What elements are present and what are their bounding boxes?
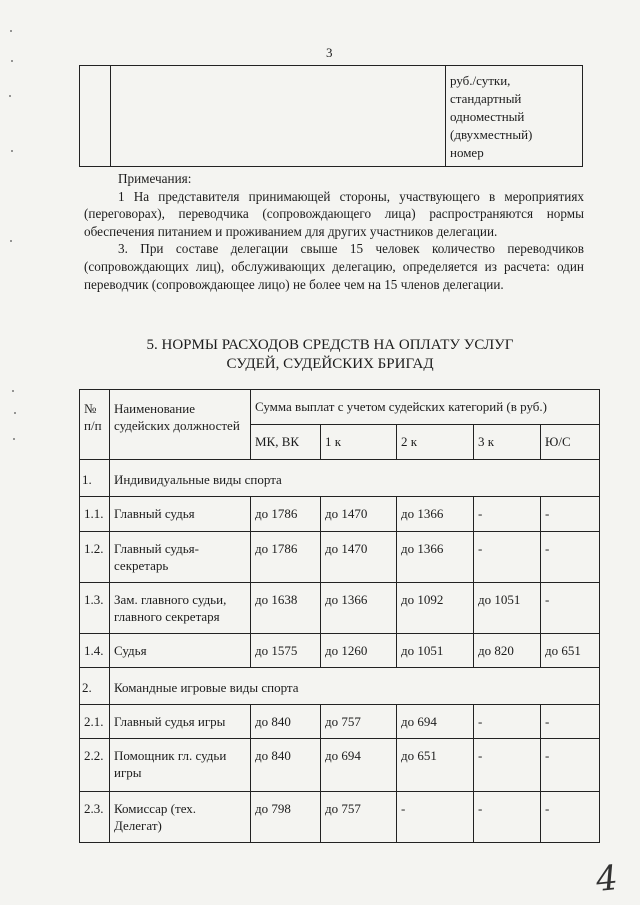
referee-rates-table [79,389,600,843]
row-value: - [474,705,541,739]
row-value: до 820 [474,634,541,668]
row-value: до 1470 [321,532,397,583]
row-name: Главный судья-секретарь [110,532,251,583]
row-name: Главный судья [110,497,251,532]
row-value: до 840 [251,739,321,792]
row-name: Зам. главного судьи, главного секретаря [110,583,251,634]
row-num: 2. [80,668,110,705]
row-value: до 1092 [397,583,474,634]
header-cat: 3 к [474,425,541,460]
notes-block [84,170,584,293]
row-num: 1.4. [80,634,110,668]
row-value: - [541,497,600,532]
row-value: до 651 [397,739,474,792]
row-value: до 840 [251,705,321,739]
row-value: до 1051 [397,634,474,668]
row-value: до 1366 [321,583,397,634]
continued-table-name-cell [111,66,446,167]
row-name: Помощник гл. судьи игры [110,739,251,792]
row-name: Комиссар (тех. Делегат) [110,792,251,843]
section-title-line-1: 5. НОРМЫ РАСХОДОВ СРЕДСТВ НА ОПЛАТУ УСЛУГ [146,337,514,353]
row-value: до 757 [321,705,397,739]
notes-title: Примечания: [118,171,192,186]
row-value: - [541,583,600,634]
row-num: 2.1. [80,705,110,739]
row-value: до 694 [321,739,397,792]
row-value: до 1260 [321,634,397,668]
handwritten-page-mark: 4 [594,857,621,901]
row-value: до 1366 [397,532,474,583]
continued-table-value-cell [446,66,583,167]
header-cat: 2 к [397,425,474,460]
continued-line: стандартный [450,91,522,106]
row-value: до 1470 [321,497,397,532]
header-cat: МК, ВК [251,425,321,460]
row-value: - [474,497,541,532]
row-value: - [474,532,541,583]
row-value: - [474,792,541,843]
continued-line: номер [450,145,484,160]
header-cat: 1 к [321,425,397,460]
row-section: Командные игровые виды спорта [110,668,600,705]
row-value: до 1051 [474,583,541,634]
row-num: 2.2. [80,739,110,792]
row-value: до 798 [251,792,321,843]
page-number: 3 [326,45,333,60]
row-value: до 651 [541,634,600,668]
header-cat: Ю/С [541,425,600,460]
row-value: - [541,739,600,792]
note-1: 1 На представителя принимающей стороны, участвующего в мероприятиях (переговорах), переводчика (сопровождающего лица) распространяются нормы обеспечения питанием и проживанием для других участников делегации. [84,188,584,239]
continued-line: одноместный [450,109,525,124]
continued-line: руб./сутки, [450,73,511,88]
header-name: Наименование судейских должностей [110,390,251,460]
section-title-line-2: СУДЕЙ, СУДЕЙСКИХ БРИГАД [226,356,434,372]
row-value: - [541,705,600,739]
row-value: - [541,792,600,843]
row-num: 1.1. [80,497,110,532]
row-name: Судья [110,634,251,668]
row-value: до 1638 [251,583,321,634]
row-value: до 1366 [397,497,474,532]
scan-margin-marks [4,0,20,905]
continued-line: (двухместный) [450,127,533,142]
row-num: 1.3. [80,583,110,634]
row-value: - [541,532,600,583]
continued-table [79,65,583,167]
row-value: до 1786 [251,532,321,583]
continued-table-num-cell [80,66,111,167]
row-name: Главный судья игры [110,705,251,739]
row-value: до 1786 [251,497,321,532]
row-num: 1.2. [80,532,110,583]
row-num: 1. [80,460,110,497]
section-title [80,336,580,374]
row-num: 2.3. [80,792,110,843]
note-3: 3. При составе делегации свыше 15 человек количество переводчиков (сопровождающих лиц), обслуживающих делегацию, определяется из расчета: один переводчик (сопровождающее лицо) не более чем на 15 членов делегации. [84,241,584,292]
row-value: - [397,792,474,843]
row-value: до 757 [321,792,397,843]
header-sum: Сумма выплат с учетом судейских категорий (в руб.) [251,390,600,425]
row-section: Индивидуальные виды спорта [110,460,600,497]
row-value: до 694 [397,705,474,739]
row-value: до 1575 [251,634,321,668]
header-num: № п/п [80,390,110,460]
row-value: - [474,739,541,792]
